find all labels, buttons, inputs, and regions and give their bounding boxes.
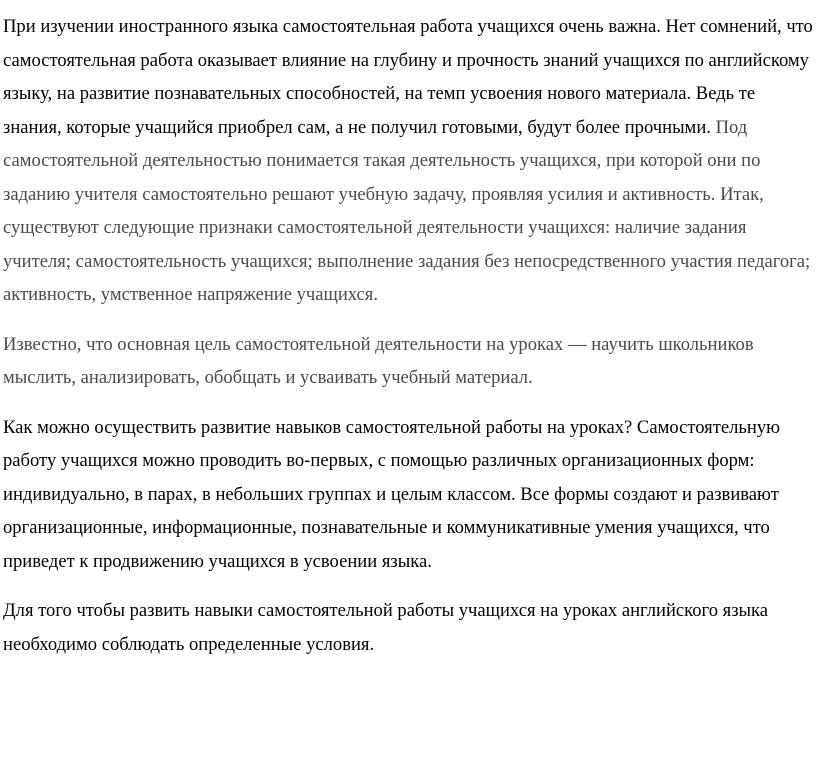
- paragraph-1-part-2: Под самостоятельной деятельностью понимается такая деятельность учащихся, при которой они по заданию учителя самостоятельно решают учебную задачу, проявляя усилия и активность. Итак, существуют следующие признаки самостоятельной деятельности учащихся: наличие задания учителя; самостоятельность учащихся; выполнение задания без непосредственного участия педагога; активность, умственное напряжение учащихся.: [3, 116, 811, 305]
- paragraph-1: [3, 10, 813, 312]
- paragraph-1-part-1: При изучении иностранного языка самостоятельная работа учащихся очень важна. Нет сомнений, что самостоятельная работа оказывает влияние на глубину и прочность знаний учащихся по английскому языку, на развитие познавательных способностей, на темп усвоения нового материала. Ведь те знания, которые учащийся приобрел сам, а не получил готовыми, будут более прочными.: [3, 16, 813, 138]
- paragraph-3: Как можно осуществить развитие навыков самостоятельной работы на уроках? Самостоятельную работу учащихся можно проводить во-первых, с помощью различных организационных форм: индивидуально, в парах, в небольших группах и целым классом. Все формы создают и развивают организационные, информационные, познавательные и коммуникативные умения учащихся, что приведет к продвижению учащихся в усвоении языка.: [3, 416, 781, 572]
- paragraph-2: Известно, что основная цель самостоятельной деятельности на уроках — научить школьников мыслить, анализировать, обобщать и усваивать учебный материал.: [3, 333, 754, 388]
- document-body: [3, 0, 813, 661]
- paragraph-4: Для того чтобы развить навыки самостоятельной работы учащихся на уроках английского языка необходимо соблюдать определенные условия.: [3, 600, 769, 655]
